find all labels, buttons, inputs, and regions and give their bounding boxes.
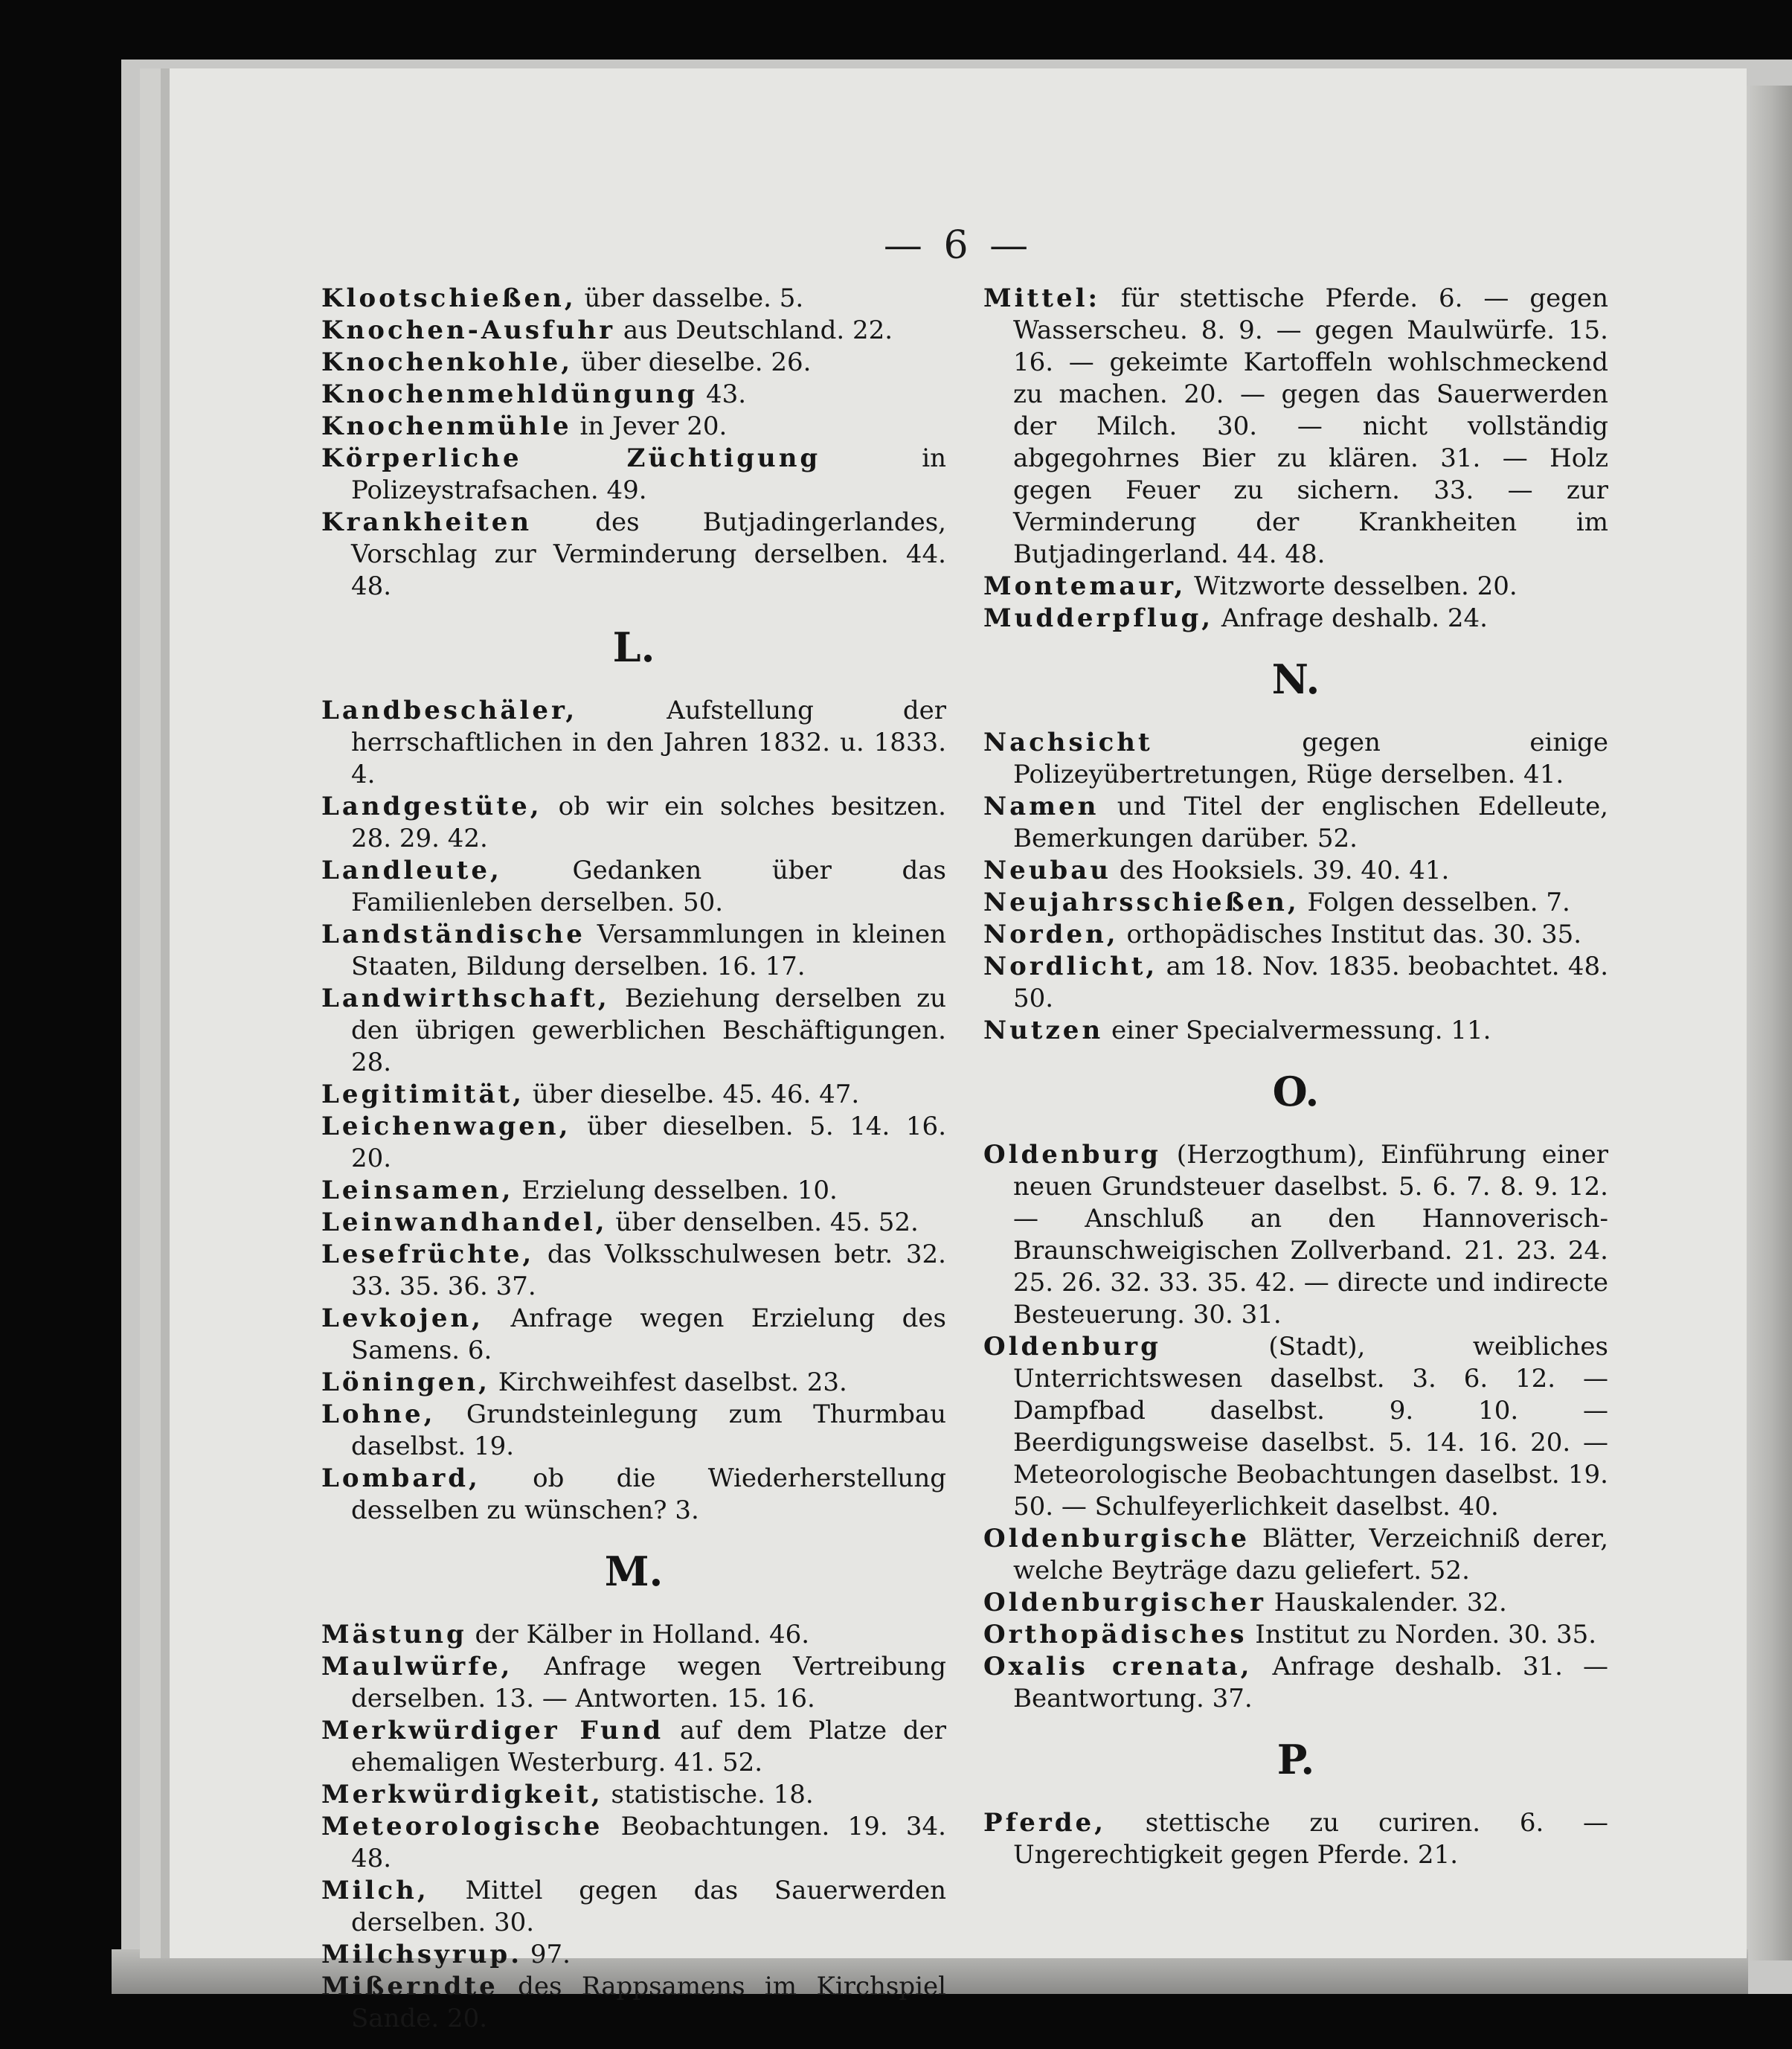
index-entry-references: gegen einige Polizeyübertretungen, Rüge derselben. 41. xyxy=(1013,728,1608,789)
index-entry-references: Anfrage deshalb. 31. — Beantwortung. 37. xyxy=(1013,1652,1608,1713)
index-entry-references: Hauskalender. 32. xyxy=(1265,1588,1507,1617)
index-entry xyxy=(983,1807,1608,1871)
index-entry xyxy=(321,983,946,1079)
section-letter: N. xyxy=(1271,655,1320,703)
index-entry-references: für stettische Pferde. 6. — gegen Wasserscheu. 8. 9. — gegen Maulwürfe. 15. 16. — gekeimte Kartoffeln wohlschmeckend zu machen. 20. — gegen das Sauerwerden der Milch. 30. — nicht vollständig abgegohrnes Bier zu klären. 31. — Holz gegen Feuer zu sichern. 33. — zur Verminderung der Krankheiten im Butjadingerland. 44. 48. xyxy=(1013,283,1608,569)
index-entry-headword: Leinsamen, xyxy=(321,1176,514,1205)
section-letter: P. xyxy=(1276,1736,1315,1783)
index-entry xyxy=(983,1587,1608,1619)
index-entry-headword: Mudderpflug, xyxy=(983,603,1214,633)
index-entry-references: über dieselbe. 26. xyxy=(573,347,812,377)
index-entry xyxy=(321,443,946,507)
index-entry xyxy=(983,1651,1608,1715)
index-entry-references: ob die Wiederherstellung desselben zu wünschen? 3. xyxy=(351,1463,946,1525)
index-entry xyxy=(321,1175,946,1207)
index-entry xyxy=(983,919,1608,951)
index-entry-references: Grundsteinlegung zum Thurmbau daselbst. 19. xyxy=(351,1399,946,1461)
index-entry xyxy=(321,1939,946,1971)
index-entry-headword: Levkojen, xyxy=(321,1304,484,1333)
index-entry-headword: Oldenburgischer xyxy=(983,1588,1266,1617)
index-entry xyxy=(983,603,1608,635)
page-number: — 6 — xyxy=(883,223,1033,268)
index-entry-headword: Maulwürfe, xyxy=(321,1652,513,1681)
index-entry-headword: Landbeschäler, xyxy=(321,696,578,725)
index-entry-references: des Rappsamens im Kirchspiel Sande. 20. xyxy=(351,1972,946,2033)
index-entry-headword: Lesefrüchte, xyxy=(321,1240,535,1269)
index-entry-references: (Herzogthum), Einführung einer neuen Grundsteuer daselbst. 5. 6. 7. 8. 9. 12. — Anschluß an den Hannoverisch-Braunschweigischen Zollverband. 21. 23. 24. 25. 26. 32. 33. 35. 42. — directe und indirecte Besteuerung. 30. 31. xyxy=(1013,1140,1608,1330)
index-entry-headword: Oldenburg xyxy=(983,1332,1161,1362)
index-entry xyxy=(321,695,946,791)
index-entry-headword: Neujahrsschießen, xyxy=(983,888,1300,917)
index-entry xyxy=(321,1971,946,2035)
index-entry xyxy=(321,1303,946,1367)
index-entry xyxy=(983,571,1608,603)
index-entry xyxy=(983,1331,1608,1523)
index-entry-headword: Legitimität, xyxy=(321,1080,525,1109)
index-entry-references: Anfrage wegen Erzielung des Samens. 6. xyxy=(351,1304,946,1365)
index-entry-headword: Nachsicht xyxy=(983,728,1153,757)
index-entry-headword: Landständische xyxy=(321,920,585,949)
index-entry-references: Institut zu Norden. 30. 35. xyxy=(1247,1620,1597,1649)
index-entry xyxy=(321,1715,946,1779)
index-entry-headword: Montemaur, xyxy=(983,571,1186,601)
index-entry xyxy=(321,1875,946,1939)
index-entry xyxy=(983,1015,1608,1047)
page-edge-right xyxy=(1741,86,1792,1960)
index-entry-references: des Hooksiels. 39. 40. 41. xyxy=(1111,856,1450,885)
index-entry-headword: Norden, xyxy=(983,920,1119,949)
index-entry xyxy=(983,887,1608,919)
index-entry xyxy=(321,347,946,379)
index-entry xyxy=(983,791,1608,855)
index-entry-references: in Jever 20. xyxy=(571,411,728,441)
index-entry-references: aus Deutschland. 22. xyxy=(615,315,893,345)
index-entry-headword: Namen xyxy=(983,792,1099,821)
index-entry-references: statistische. 18. xyxy=(603,1780,814,1809)
index-entry-headword: Mästung xyxy=(321,1620,467,1649)
index-entry-headword: Krankheiten xyxy=(321,507,533,537)
index-entry-headword: Orthopädisches xyxy=(983,1620,1247,1649)
index-entry xyxy=(321,1811,946,1875)
index-column-left xyxy=(321,283,946,2035)
index-entry xyxy=(321,283,946,315)
index-entry-references: Beziehung derselben zu den übrigen gewerblichen Beschäftigungen. 28. xyxy=(351,984,946,1077)
index-entry-references: ob wir ein solches besitzen. 28. 29. 42. xyxy=(351,792,946,853)
index-entry xyxy=(983,855,1608,887)
index-entry xyxy=(321,315,946,347)
index-entry xyxy=(321,791,946,855)
index-entry xyxy=(983,727,1608,791)
index-column-right xyxy=(983,283,1608,1871)
index-entry xyxy=(321,507,946,603)
index-entry xyxy=(321,1779,946,1811)
index-entry-references: 97. xyxy=(522,1940,571,1969)
index-entry-headword: Nordlicht, xyxy=(983,952,1158,981)
index-entry-references: über denselben. 45. 52. xyxy=(607,1208,919,1237)
index-entry-references: Aufstellung der herrschaftlichen in den Jahren 1832. u. 1833. 4. xyxy=(351,696,946,789)
index-entry-headword: Oldenburgische xyxy=(983,1524,1250,1553)
index-entry-references: über dasselbe. 5. xyxy=(576,283,804,313)
index-entry-headword: Knochenmehldüngung xyxy=(321,379,699,409)
index-entry xyxy=(321,379,946,411)
index-entry-headword: Merkwürdiger Fund xyxy=(321,1716,664,1745)
index-entry xyxy=(983,283,1608,571)
index-entry xyxy=(321,1239,946,1303)
index-entry-headword: Pferde, xyxy=(983,1808,1106,1838)
index-entry xyxy=(321,855,946,919)
index-entry-references: Gedanken über das Familienleben derselben. 50. xyxy=(351,856,946,917)
index-entry-references: in Polizeystrafsachen. 49. xyxy=(351,443,946,505)
index-entry-headword: Mittel: xyxy=(983,283,1101,313)
index-entry-references: Kirchweihfest daselbst. 23. xyxy=(489,1367,847,1397)
index-entry-references: über dieselbe. 45. 46. 47. xyxy=(524,1080,860,1109)
index-entry-headword: Nutzen xyxy=(983,1016,1104,1045)
index-entry-headword: Lombard, xyxy=(321,1463,481,1493)
index-entry-headword: Leinwandhandel, xyxy=(321,1208,608,1237)
index-entry xyxy=(321,1651,946,1715)
index-entry-headword: Merkwürdigkeit, xyxy=(321,1780,603,1809)
index-entry xyxy=(321,1111,946,1175)
index-entry-headword: Landwirthschaft, xyxy=(321,984,610,1013)
index-entry xyxy=(321,1079,946,1111)
index-entry-references: Beobachtungen. 19. 34. 48. xyxy=(351,1812,946,1873)
index-entry-headword: Löningen, xyxy=(321,1367,490,1397)
index-entry-references: der Kälber in Holland. 46. xyxy=(466,1620,810,1649)
index-entry xyxy=(321,411,946,443)
index-entry xyxy=(983,1619,1608,1651)
index-entry-headword: Knochen-Ausfuhr xyxy=(321,315,616,345)
section-letter: O. xyxy=(1272,1068,1320,1115)
index-entry-headword: Milch, xyxy=(321,1876,429,1905)
index-entry-headword: Oldenburg xyxy=(983,1140,1161,1170)
index-entry xyxy=(321,1619,946,1651)
index-entry-references: und Titel der englischen Edelleute, Bemerkungen darüber. 52. xyxy=(1013,792,1608,853)
section-letter: L. xyxy=(612,623,655,671)
index-entry-headword: Landleute, xyxy=(321,856,502,885)
index-entry-references: Blätter, Verzeichniß derer, welche Beyträge dazu geliefert. 52. xyxy=(1013,1524,1608,1585)
index-entry-references: Witzworte desselben. 20. xyxy=(1186,571,1518,601)
index-entry-references: Versammlungen in kleinen Staaten, Bildung derselben. 16. 17. xyxy=(351,920,946,981)
index-entry-references: Mittel gegen das Sauerwerden derselben. 30. xyxy=(351,1876,946,1937)
index-entry xyxy=(321,1207,946,1239)
index-entry-references: orthopädisches Institut das. 30. 35. xyxy=(1118,920,1582,949)
index-entry-headword: Knochenkohle, xyxy=(321,347,574,377)
index-entry-headword: Mißerndte xyxy=(321,1972,498,2001)
index-entry-references: das Volksschulwesen betr. 32. 33. 35. 36. 37. xyxy=(351,1240,946,1301)
index-entry-headword: Leichenwagen, xyxy=(321,1112,571,1141)
index-entry-references: über dieselben. 5. 14. 16. 20. xyxy=(351,1112,946,1173)
index-entry-references: des Butjadingerlandes, Vorschlag zur Verminderung derselben. 44. 48. xyxy=(351,507,946,601)
index-entry-references: Anfrage wegen Vertreibung derselben. 13. — Antworten. 15. 16. xyxy=(351,1652,946,1713)
index-entry xyxy=(983,1139,1608,1331)
index-entry xyxy=(321,1367,946,1399)
index-entry-headword: Klootschießen, xyxy=(321,283,577,313)
index-entry-headword: Lohne, xyxy=(321,1399,436,1429)
index-entry-references: am 18. Nov. 1835. beobachtet. 48. 50. xyxy=(1013,952,1608,1013)
index-entry xyxy=(983,1523,1608,1587)
section-letter: M. xyxy=(604,1548,664,1595)
index-entry-headword: Neubau xyxy=(983,856,1111,885)
index-entry-references: Erzielung desselben. 10. xyxy=(513,1176,838,1205)
index-entry xyxy=(321,1463,946,1527)
index-entry-references: auf dem Platze der ehemaligen Westerburg. 41. 52. xyxy=(351,1716,946,1777)
index-entry-references: Folgen desselben. 7. xyxy=(1299,888,1570,917)
index-entry-headword: Oxalis crenata, xyxy=(983,1652,1253,1681)
index-entry xyxy=(983,951,1608,1015)
index-entry-references: einer Specialvermessung. 11. xyxy=(1103,1016,1491,1045)
index-entry-headword: Körperliche Züchtigung xyxy=(321,443,821,473)
index-entry-references: 43. xyxy=(698,379,747,409)
index-entry-references: stettische zu curiren. 6. — Ungerechtigkeit gegen Pferde. 21. xyxy=(1013,1808,1608,1870)
index-entry-headword: Milchsyrup. xyxy=(321,1940,523,1969)
index-entry-headword: Knochenmühle xyxy=(321,411,572,441)
index-entry-headword: Meteorologische xyxy=(321,1812,603,1841)
index-entry-references: Anfrage deshalb. 24. xyxy=(1213,603,1488,633)
index-entry-references: (Stadt), weibliches Unterrichtswesen daselbst. 3. 6. 12. — Dampfbad daselbst. 9. 10. — Beerdigungsweise daselbst. 5. 14. 16. 20. — Meteorologische Beobachtungen daselbst. 19. 50. — Schulfeyerlichkeit daselbst. 40. xyxy=(1013,1332,1608,1521)
index-entry-headword: Landgestüte, xyxy=(321,792,542,821)
index-entry xyxy=(321,919,946,983)
index-entry xyxy=(321,1399,946,1463)
